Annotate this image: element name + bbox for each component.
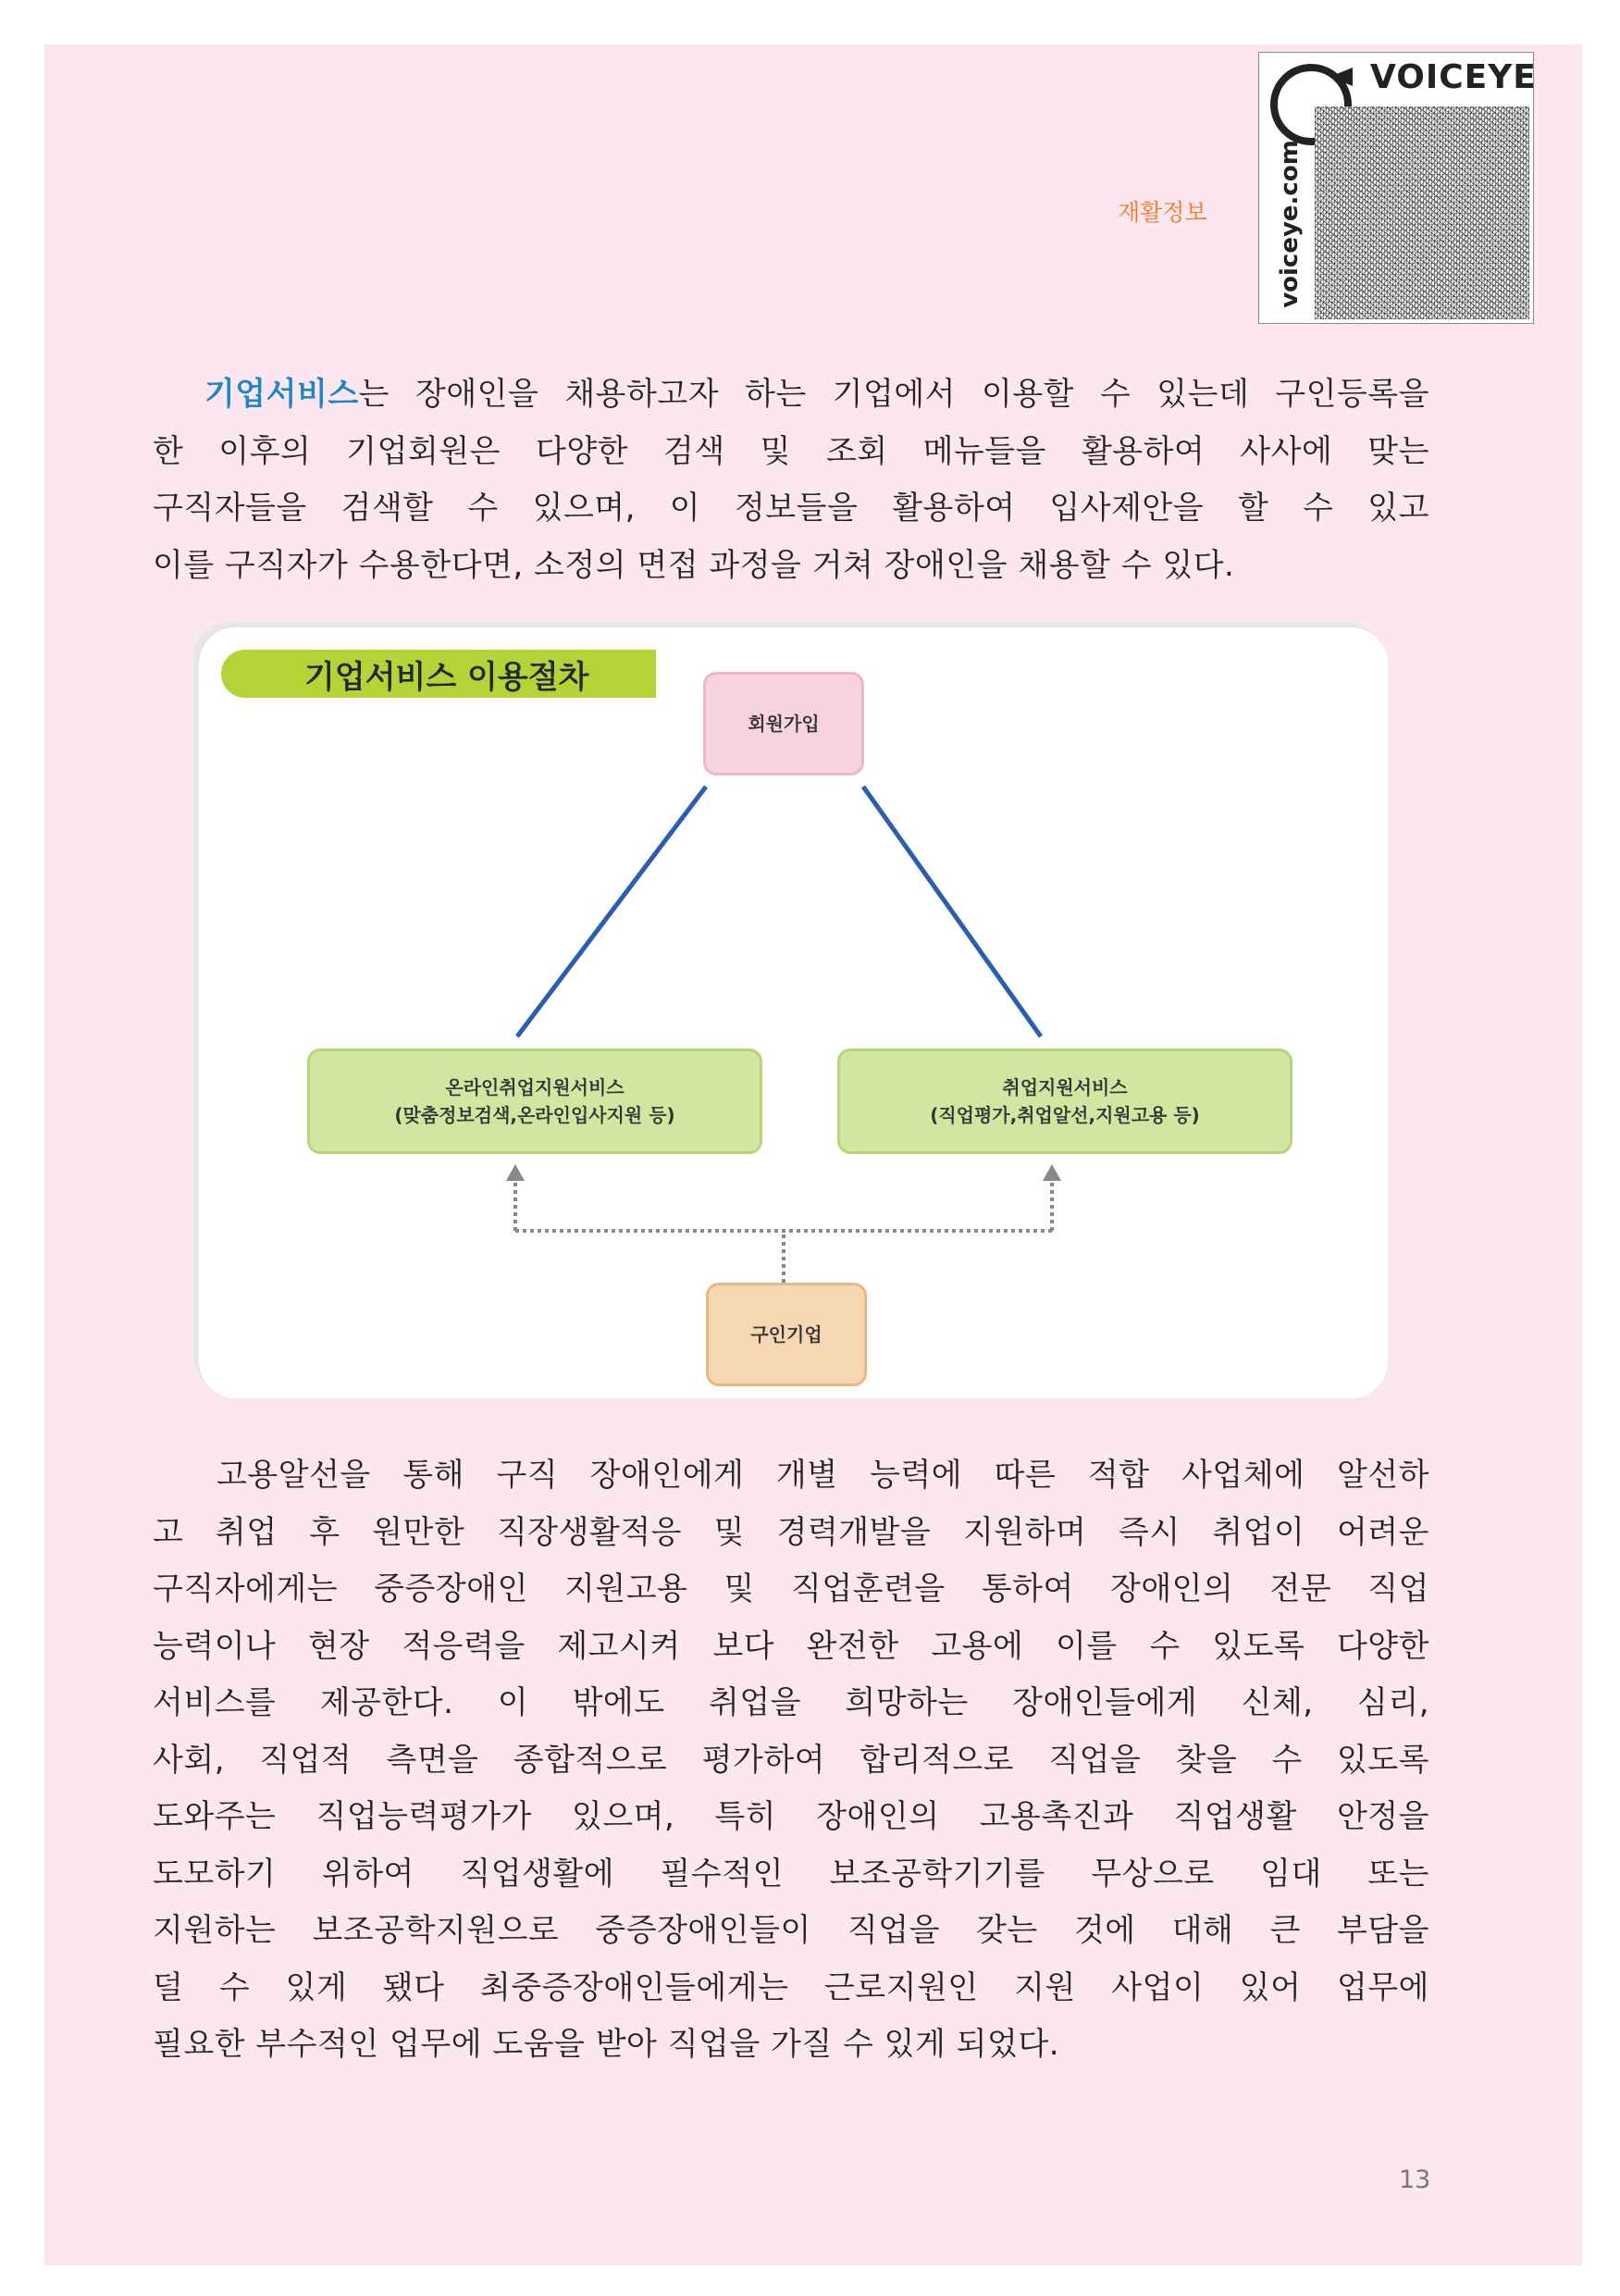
intro-line — [153, 366, 1429, 424]
section-label: 재활정보 — [1118, 199, 1207, 226]
procedure-diagram — [199, 627, 1388, 1398]
body-paragraph — [153, 1447, 1429, 2074]
body-line: 지원하는 보조공학지원으로 중증장애인들이 직업을 갖는 것에 대해 큰 부담을 — [153, 1912, 1429, 1949]
online-service-detail: (맞춤정보검색,온라인입사지원 등) — [394, 1104, 675, 1126]
intro-keyword: 기업서비스 — [204, 376, 359, 413]
employment-service-box — [837, 1049, 1292, 1154]
body-line: 도와주는 직업능력평가가 있으며, 특히 장애인의 고용촉진과 직업생활 안정을 — [153, 1798, 1429, 1835]
qr-pattern — [1315, 106, 1529, 319]
connector-member-employ — [863, 787, 1041, 1036]
arrow-up-icon — [506, 1164, 525, 1181]
body-line: 서비스를 제공한다. 이 밖에도 취업을 희망하는 장애인들에게 신체, 심리, — [153, 1684, 1429, 1721]
intro-line: 이를 구직자가 수용한다면, 소정의 면접 과정을 거쳐 장애인을 채용할 수 있다. — [153, 546, 1235, 584]
body-line: 사회, 직업적 측면을 종합적으로 평가하여 합리적으로 직업을 찾을 수 있도록 — [153, 1741, 1429, 1779]
body-line: 고 취업 후 원만한 직장생활적응 및 경력개발을 지원하며 즉시 취업이 어려운 — [153, 1513, 1429, 1551]
member-join-box — [703, 672, 864, 776]
body-line-text: 고용알선을 통해 구직 장애인에게 개별 능력에 따른 적합 사업체에 알선하 — [216, 1457, 1429, 1494]
arrow-up-icon — [1043, 1164, 1061, 1181]
connector-member-online — [517, 787, 706, 1036]
intro-line: 구직자들을 검색할 수 있으며, 이 정보들을 활용하여 입사제안을 할 수 있고 — [153, 490, 1429, 527]
qr-site: voiceye.com — [1275, 140, 1304, 308]
body-line — [153, 1447, 1429, 1505]
online-service-title: 온라인취업지원서비스 — [445, 1076, 625, 1098]
intro-line-text: 는 장애인을 채용하고자 하는 기업에서 이용할 수 있는데 구인등록을 — [358, 376, 1429, 413]
hiring-company-box — [706, 1283, 867, 1386]
voiceye-code — [1258, 52, 1537, 324]
body-line: 도모하기 위하여 직업생활에 필수적인 보조공학기기를 무상으로 임대 또는 — [153, 1855, 1429, 1893]
body-line: 덜 수 있게 됐다 최중증장애인들에게는 근로지원인 지원 사업이 있어 업무에 — [153, 1968, 1429, 2006]
intro-paragraph — [153, 366, 1429, 594]
member-join-label: 회원가입 — [748, 713, 820, 735]
figure-title: 기업서비스 이용절차 — [304, 659, 589, 696]
hiring-company-label: 구인기업 — [750, 1323, 822, 1346]
online-service-box — [307, 1049, 762, 1154]
body-line: 능력이나 현장 적응력을 제고시켜 보다 완전한 고용에 이를 수 있도록 다양한 — [153, 1627, 1429, 1665]
employment-service-title: 취업지원서비스 — [1002, 1076, 1128, 1098]
intro-line: 한 이후의 기업회원은 다양한 검색 및 조회 메뉴들을 활용하여 사사에 맞는 — [153, 432, 1429, 470]
figure-title-bar — [221, 650, 656, 698]
employment-service-detail: (직업평가,취업알선,지원고용 등) — [930, 1104, 1200, 1126]
qr-brand: VOICEYE — [1370, 58, 1537, 96]
page-number: 13 — [1399, 2166, 1431, 2194]
body-line: 구직자에게는 중증장애인 지원고용 및 직업훈련을 통하여 장애인의 전문 직업 — [153, 1570, 1429, 1607]
body-line: 필요한 부수적인 업무에 도움을 받아 직업을 가질 수 있게 되었다. — [153, 2026, 1060, 2063]
